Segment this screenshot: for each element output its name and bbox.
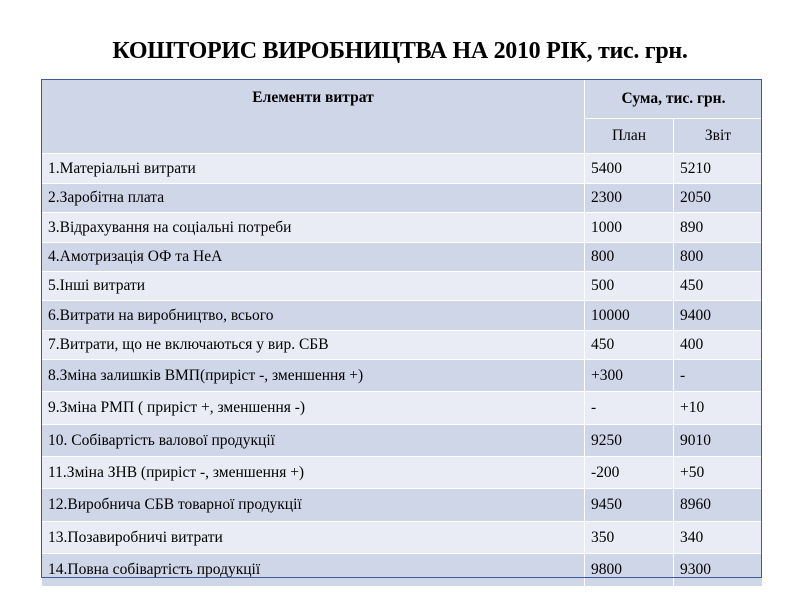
table-row	[42, 272, 763, 301]
row-report: +10	[674, 392, 763, 425]
row-plan: 5400	[585, 154, 674, 184]
header-plan: План	[585, 119, 674, 154]
row-label: 8.Зміна залишків ВМП(приріст -, зменшення +)	[42, 360, 585, 392]
row-plan: -	[585, 392, 674, 425]
row-label: 10. Собівартість валової продукції	[42, 425, 585, 457]
table-row	[42, 154, 763, 184]
row-label: 7.Витрати, що не включаються у вир. СБВ	[42, 331, 585, 360]
row-label: 14.Повна собівартість продукції	[42, 554, 585, 587]
cost-estimate-table	[41, 79, 763, 587]
row-plan: +300	[585, 360, 674, 392]
table-row	[42, 331, 763, 360]
row-label: 11.Зміна ЗНВ (приріст -, зменшення +)	[42, 457, 585, 489]
row-label: 6.Витрати на виробництво, всього	[42, 301, 585, 331]
row-report: 890	[674, 213, 763, 243]
row-report: 8960	[674, 489, 763, 522]
row-label: 13.Позавиробничі витрати	[42, 522, 585, 554]
row-label: 2.Заробітна плата	[42, 184, 585, 213]
row-report: 5210	[674, 154, 763, 184]
row-report: 9300	[674, 554, 763, 587]
table-row	[42, 425, 763, 457]
row-plan: 9250	[585, 425, 674, 457]
row-report: 9010	[674, 425, 763, 457]
row-label: 3.Відрахування на соціальні потреби	[42, 213, 585, 243]
row-report: +50	[674, 457, 763, 489]
table-row	[42, 213, 763, 243]
row-report: 9400	[674, 301, 763, 331]
page-title: КОШТОРИС ВИРОБНИЦТВА НА 2010 РІК, тис. грн.	[112, 38, 688, 64]
table-row	[42, 243, 763, 272]
table-row	[42, 522, 763, 554]
row-label: 4.Амотризація ОФ та НеА	[42, 243, 585, 272]
header-report: Звіт	[674, 119, 763, 154]
row-plan: 1000	[585, 213, 674, 243]
row-plan: 2300	[585, 184, 674, 213]
row-report: 400	[674, 331, 763, 360]
row-plan: 10000	[585, 301, 674, 331]
row-label: 12.Виробнича СБВ товарної продукції	[42, 489, 585, 522]
row-report: 450	[674, 272, 763, 301]
header-cost-elements: Елементи витрат	[42, 80, 585, 154]
row-label: 1.Матеріальні витрати	[42, 154, 585, 184]
row-plan: 450	[585, 331, 674, 360]
row-report: 2050	[674, 184, 763, 213]
table-row	[42, 301, 763, 331]
row-label: 5.Інші витрати	[42, 272, 585, 301]
row-plan: 800	[585, 243, 674, 272]
row-plan: 350	[585, 522, 674, 554]
row-plan: 9450	[585, 489, 674, 522]
table-row	[42, 360, 763, 392]
table-row	[42, 457, 763, 489]
row-report: 340	[674, 522, 763, 554]
table-row	[42, 392, 763, 425]
table-row	[42, 489, 763, 522]
row-report: 800	[674, 243, 763, 272]
row-plan: 500	[585, 272, 674, 301]
row-report: -	[674, 360, 763, 392]
table-row	[42, 184, 763, 213]
header-sum: Сума, тис. грн.	[585, 80, 763, 119]
row-plan: -200	[585, 457, 674, 489]
row-plan: 9800	[585, 554, 674, 587]
row-label: 9.Зміна РМП ( приріст +, зменшення -)	[42, 392, 585, 425]
table-row	[42, 554, 763, 587]
